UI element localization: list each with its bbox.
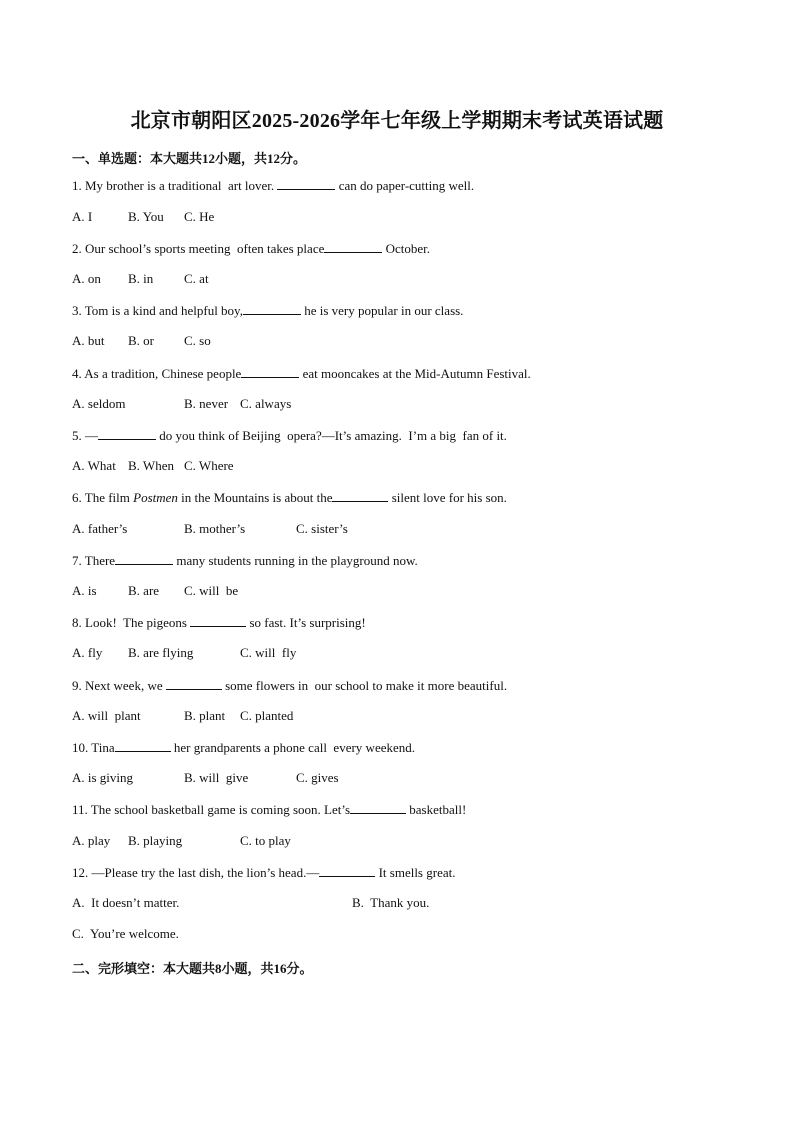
option-b: B. are [128,583,160,598]
option-a: A. is [72,583,97,598]
answer-blank [190,614,246,627]
option-b: B. or [128,333,154,348]
section-heading-cloze: 二、完形填空：本大题共8小题，共16分。 [72,961,313,976]
option-c: C. to play [240,833,291,848]
answer-blank [243,302,301,315]
option-b: B. mother’s [184,521,246,536]
option-b: B. Thank you. [352,895,430,910]
question-9: 9. Next week, we some flowers in our school to make it more beautiful. [72,678,508,693]
question-8: 8. Look! The pigeons so fast. It’s surprising! [72,615,366,630]
option-a: A. but [72,333,105,348]
option-a: A. seldom [72,396,126,411]
option-c: C. will be [184,583,239,598]
option-b: B. plant [184,708,226,723]
option-b: B. never [184,396,229,411]
question-3: 3. Tom is a kind and helpful boy, he is very popular in our class. [72,303,464,318]
option-c: C. He [184,209,215,224]
answer-blank [115,739,171,752]
option-a: A. will plant [72,708,141,723]
option-b: B. will give [184,770,249,785]
option-c: C. gives [296,770,339,785]
option-a: A. It doesn’t matter. [72,895,180,910]
option-c: C. at [184,271,209,286]
option-a: A. fly [72,645,103,660]
page-title: 北京市朝阳区2025-2026学年七年级上学期期末考试英语试题 [130,110,664,132]
question-1: 1. My brother is a traditional art lover. can do paper-cutting well. [72,178,475,193]
answer-blank [115,552,173,565]
question-11: 11. The school basketball game is coming soon. Let’s basketball! [72,802,467,817]
answer-blank [332,489,388,502]
section-heading-single-choice: 一、单选题：本大题共12小题，共12分。 [72,151,307,166]
answer-blank [277,177,335,190]
answer-blank [98,427,156,440]
film-title: Postmen [133,490,178,505]
answer-blank [241,365,299,378]
option-c: C. planted [240,708,294,723]
option-c: C. Where [184,458,234,473]
question-4: 4. As a tradition, Chinese people eat mooncakes at the Mid-Autumn Festival. [72,366,531,381]
option-b: B. are flying [128,645,194,660]
answer-blank [324,240,382,253]
option-c: C. so [184,333,211,348]
option-b: B. playing [128,833,183,848]
option-a: A. is giving [72,770,134,785]
question-7: 7. There many students running in the playground now. [72,553,418,568]
option-b: B. in [128,271,154,286]
option-b: B. You [128,209,164,224]
option-a: A. I [72,209,93,224]
question-12: 12. —Please try the last dish, the lion’s head.— It smells great. [72,865,456,880]
question-5: 5. — do you think of Beijing opera?—It’s amazing. I’m a big fan of it. [72,428,507,443]
option-a: A. on [72,271,101,286]
answer-blank [166,677,222,690]
answer-blank [319,864,375,877]
option-a: A. What [72,458,116,473]
option-b: B. When [128,458,174,473]
option-a: A. father’s [72,521,128,536]
option-c: C. always [240,396,292,411]
answer-blank [350,801,406,814]
option-c: C. will fly [240,645,297,660]
question-10: 10. Tina her grandparents a phone call every weekend. [72,740,415,755]
question-2: 2. Our school’s sports meeting often takes place October. [72,241,431,256]
question-6: 6. The film Postmen in the Mountains is about the silent love for his son. [72,490,507,505]
option-a: A. play [72,833,111,848]
option-c: C. You’re welcome. [72,926,179,941]
option-c: C. sister’s [296,521,348,536]
